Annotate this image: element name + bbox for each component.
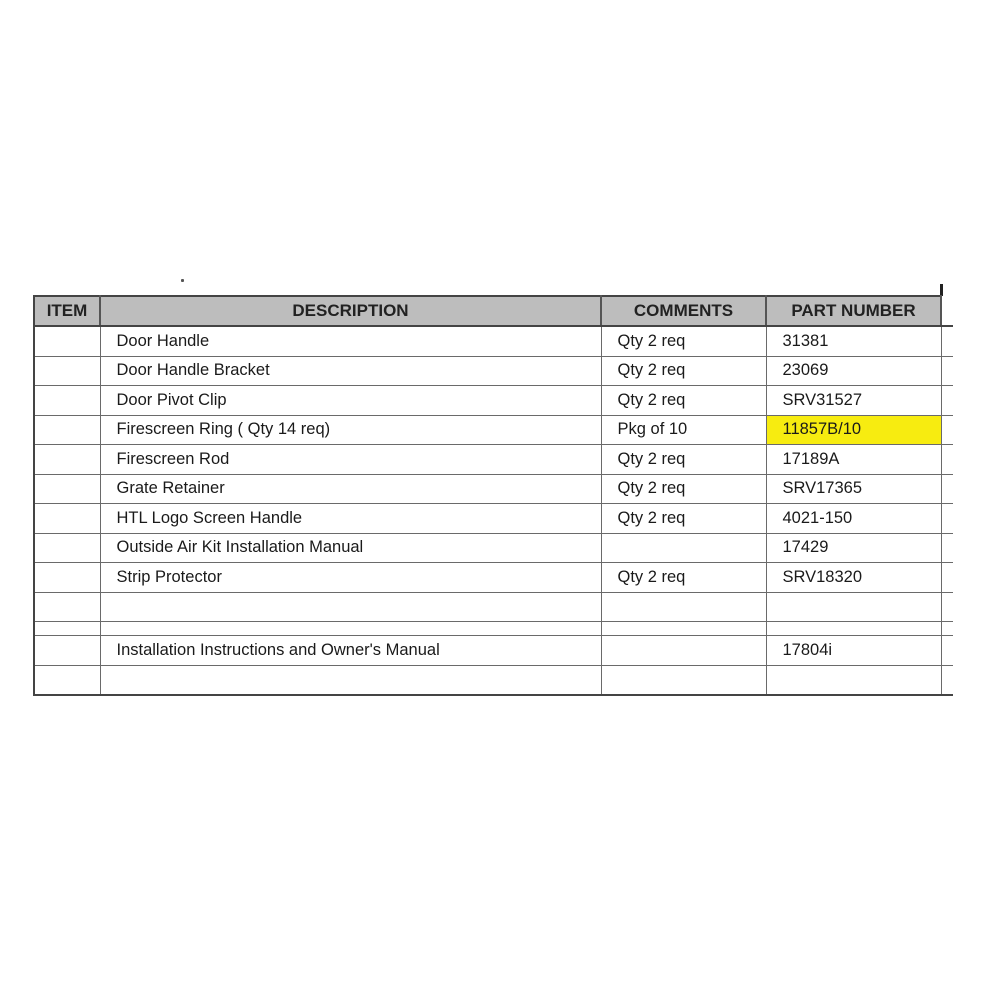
header-description: DESCRIPTION [100, 296, 601, 326]
header-item: ITEM [34, 296, 100, 326]
header-comments: COMMENTS [601, 296, 766, 326]
cell-part-number [766, 622, 941, 636]
cell-description: Strip Protector [100, 563, 601, 593]
table-row [34, 636, 953, 666]
cell-description: Firescreen Ring ( Qty 14 req) [100, 415, 601, 445]
table-row-empty [34, 665, 953, 695]
cell-tail [941, 504, 953, 534]
table-row [34, 326, 953, 356]
cell-description: Grate Retainer [100, 474, 601, 504]
table-row [34, 563, 953, 593]
cell-part-number: SRV18320 [766, 563, 941, 593]
table-row [34, 415, 953, 445]
cell-description: Installation Instructions and Owner's Manual [100, 636, 601, 666]
table-row [34, 504, 953, 534]
cell-item [34, 445, 100, 475]
cell-description: Firescreen Rod [100, 445, 601, 475]
cell-item [34, 636, 100, 666]
table-row [34, 533, 953, 563]
table-header-row [34, 296, 953, 326]
cell-part-number: 17804i [766, 636, 941, 666]
cell-part-number-highlighted: 11857B/10 [766, 415, 941, 445]
cell-item [34, 592, 100, 622]
cell-tail [941, 445, 953, 475]
cell-item [34, 563, 100, 593]
table-row-spacer [34, 622, 953, 636]
cell-comments: Qty 2 req [601, 445, 766, 475]
cell-comments: Qty 2 req [601, 386, 766, 416]
cell-description [100, 622, 601, 636]
cell-comments: Qty 2 req [601, 504, 766, 534]
cell-comments [601, 665, 766, 695]
cell-tail [941, 356, 953, 386]
cell-part-number: 4021-150 [766, 504, 941, 534]
cell-description: Door Pivot Clip [100, 386, 601, 416]
cell-item [34, 356, 100, 386]
cell-tail [941, 386, 953, 416]
stray-mark [181, 279, 184, 282]
cell-item [34, 665, 100, 695]
cell-description [100, 592, 601, 622]
cell-item [34, 415, 100, 445]
cell-item [34, 326, 100, 356]
cell-part-number [766, 665, 941, 695]
cell-tail [941, 592, 953, 622]
cell-part-number: 31381 [766, 326, 941, 356]
cell-comments [601, 622, 766, 636]
cell-description: Door Handle Bracket [100, 356, 601, 386]
table-row [34, 356, 953, 386]
cell-part-number: 23069 [766, 356, 941, 386]
table-row [34, 474, 953, 504]
cell-description [100, 665, 601, 695]
cell-comments [601, 592, 766, 622]
cell-item [34, 504, 100, 534]
cell-comments: Qty 2 req [601, 326, 766, 356]
cell-tail [941, 636, 953, 666]
cell-description: Door Handle [100, 326, 601, 356]
cell-part-number [766, 592, 941, 622]
cell-part-number: 17429 [766, 533, 941, 563]
cell-comments: Qty 2 req [601, 356, 766, 386]
cell-comments [601, 636, 766, 666]
cell-tail [941, 533, 953, 563]
cell-description: Outside Air Kit Installation Manual [100, 533, 601, 563]
cell-comments: Qty 2 req [601, 563, 766, 593]
cell-part-number: SRV17365 [766, 474, 941, 504]
cell-tail [941, 622, 953, 636]
cell-tail [941, 665, 953, 695]
cell-tail [941, 474, 953, 504]
header-tail [941, 296, 953, 326]
cell-comments: Pkg of 10 [601, 415, 766, 445]
cell-description: HTL Logo Screen Handle [100, 504, 601, 534]
cell-comments: Qty 2 req [601, 474, 766, 504]
cell-tail [941, 415, 953, 445]
table-row-empty [34, 592, 953, 622]
cell-tail [941, 563, 953, 593]
parts-table [33, 295, 953, 696]
cell-comments [601, 533, 766, 563]
cell-item [34, 622, 100, 636]
cell-item [34, 474, 100, 504]
header-part-number: PART NUMBER [766, 296, 941, 326]
cell-part-number: 17189A [766, 445, 941, 475]
cell-tail [941, 326, 953, 356]
table-row [34, 445, 953, 475]
table-row [34, 386, 953, 416]
cell-item [34, 386, 100, 416]
cell-part-number: SRV31527 [766, 386, 941, 416]
cell-item [34, 533, 100, 563]
